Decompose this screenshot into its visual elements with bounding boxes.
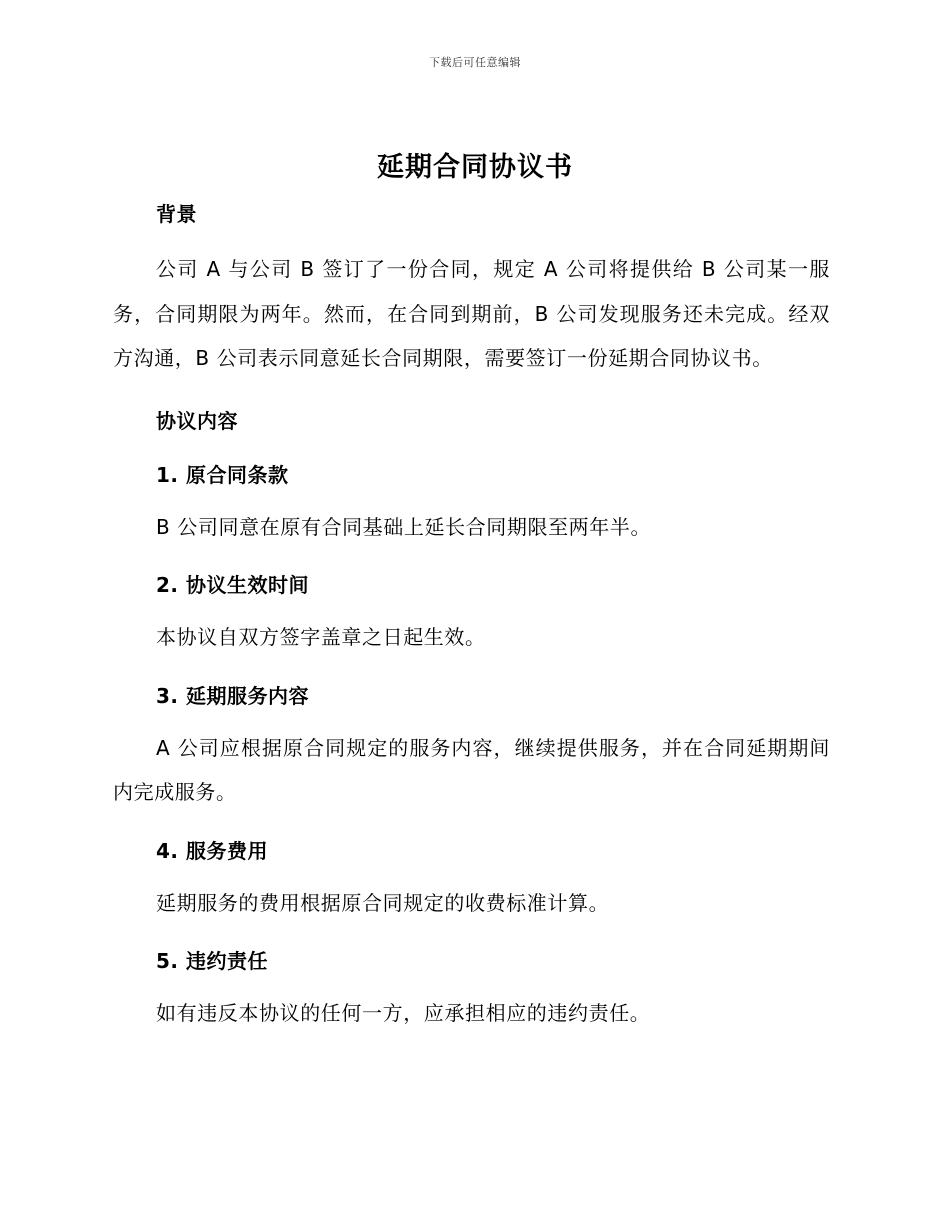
section-heading-liability: 5. 违约责任: [156, 949, 268, 973]
background-paragraph: 公司 A 与公司 B 签订了一份合同，规定 A 公司将提供给 B 公司某一服务，合同期限为两年。然而，在合同到期前，B 公司发现服务还未完成。经双方沟通，B 公司表示同意延长合同期限，需要签订一份延期合同协议书。: [113, 257, 830, 370]
section-heading-original-terms: 1. 原合同条款: [156, 462, 289, 487]
section-text-service-fees: 延期服务的费用根据原合同规定的收费标准计算。: [156, 890, 610, 915]
section-heading-service-fees: 4. 服务费用: [156, 838, 268, 863]
page-header-note: 下载后可任意编辑: [429, 56, 521, 69]
section-text-liability: 如有违反本协议的任何一方，应承担相应的违约责任。: [156, 1001, 651, 1025]
section-heading-extended-service: 3. 延期服务内容: [156, 683, 309, 708]
document-title: 延期合同协议书: [377, 152, 573, 183]
section-text-original-terms: B 公司同意在原有合同基础上延长合同期限至两年半。: [156, 514, 652, 539]
background-heading: 背景: [156, 202, 197, 226]
section-text-effective-date: 本协议自双方签字盖章之日起生效。: [156, 625, 486, 649]
section-heading-effective-date: 2. 协议生效时间: [156, 573, 309, 597]
agreement-heading: 协议内容: [156, 408, 238, 433]
document-body: [113, 196, 830, 1036]
section-text-extended-service: A 公司应根据原合同规定的服务内容，继续提供服务，并在合同延期期间内完成服务。: [113, 735, 830, 804]
